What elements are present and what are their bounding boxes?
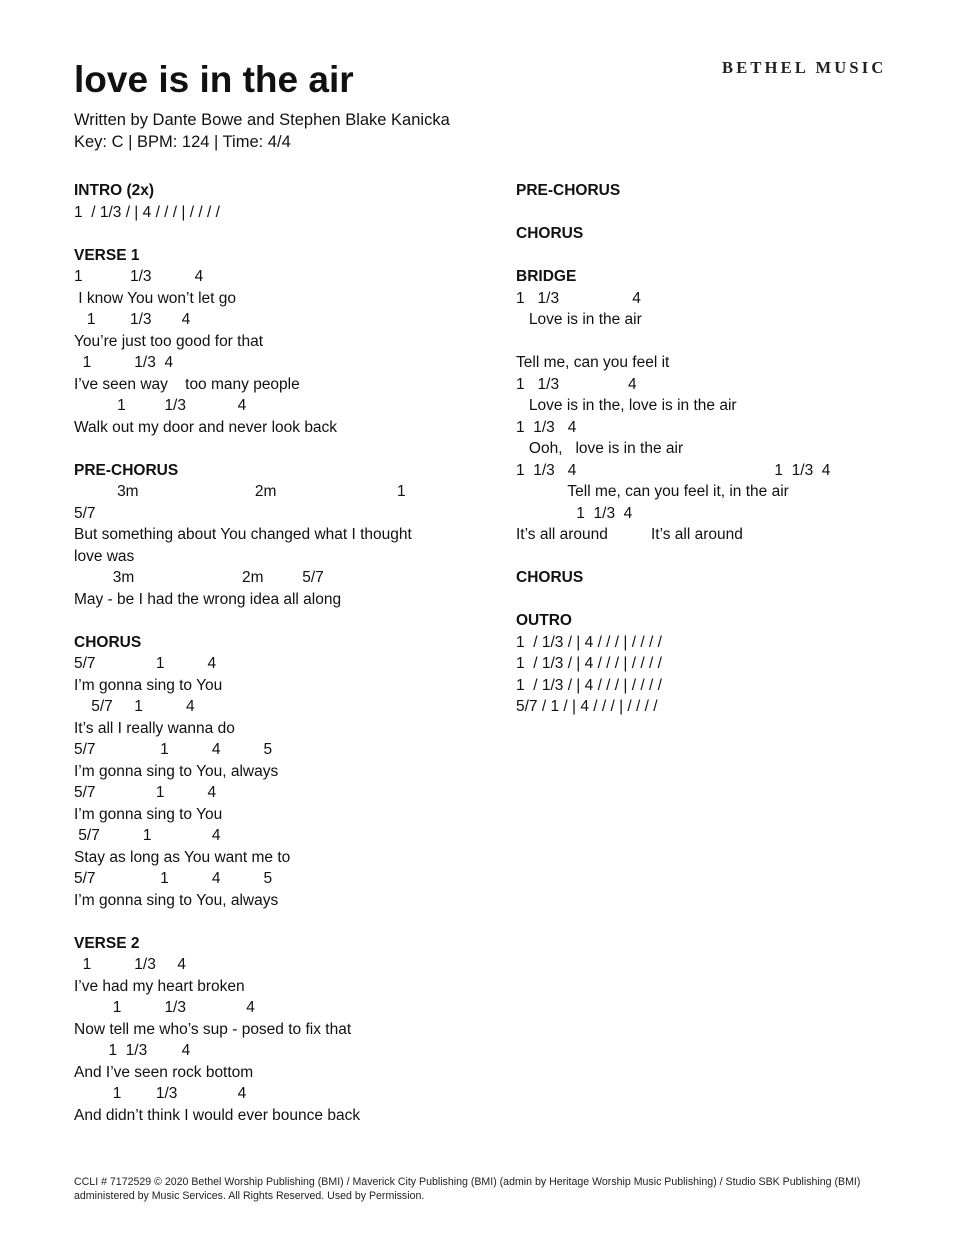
section-heading: INTRO (2x) — [74, 182, 155, 199]
lyric-line: I’m gonna sing to You — [74, 805, 223, 823]
lyric-line: I’m gonna sing to You, always — [74, 891, 279, 909]
lyric-line: I’m gonna sing to You — [74, 676, 223, 694]
chord-line: 3m 2m 1 — [74, 483, 406, 500]
section-heading: OUTRO — [516, 612, 572, 629]
copyright-footer — [74, 1176, 924, 1203]
lyric-line: Stay as long as You want me to — [74, 848, 291, 866]
chord-line: 1 / 1/3 / | 4 / / / | / / / / — [516, 655, 662, 672]
section-heading: VERSE 1 — [74, 246, 140, 264]
lyric-line: But something about You changed what I thought — [74, 526, 412, 543]
section-heading: PRE-CHORUS — [516, 182, 621, 199]
spacer — [516, 546, 936, 568]
spacer — [74, 438, 474, 460]
lyric-line: I’m gonna sing to You, always — [74, 762, 279, 780]
copyright-line-2: administered by Music Services. All Rights Reserved. Used by Permission. — [74, 1189, 425, 1202]
chord-line: 5/7 1 4 5 — [74, 741, 273, 758]
chord-line: 1 1/3 4 — [516, 418, 577, 436]
spacer — [516, 245, 936, 267]
lyric-line: Love is in the, love is in the air — [516, 397, 737, 414]
chord-line: 1 1/3 4 — [516, 375, 637, 393]
chord-line: 1 1/3 4 — [516, 504, 633, 522]
spacer — [516, 589, 936, 611]
lyric-line: Tell me, can you feel it, in the air — [516, 483, 789, 500]
lyric-line: I’ve seen way too many people — [74, 375, 300, 393]
chord-line: 1 1/3 4 — [74, 268, 204, 285]
section-heading: BRIDGE — [516, 268, 577, 285]
chord-line: 1 1/3 4 1 1/3 4 — [516, 461, 831, 479]
lyric-line: It’s all around It’s all around — [516, 526, 743, 543]
chord-line: 1 1/3 4 — [74, 354, 174, 371]
lyric-line: Walk out my door and never look back — [74, 418, 338, 436]
copyright-line-1: CCLI # 7172529 © 2020 Bethel Worship Publishing (BMI) / Maverick City Publishing (BMI) (admin by Heritage Worship Music Publishing) / Studio SBK Publishing (BMI) — [74, 1176, 861, 1188]
lyric-line: It’s all I really wanna do — [74, 719, 235, 737]
chord-line: 5/7 — [74, 504, 96, 522]
chord-line: 1 1/3 4 — [74, 956, 186, 973]
right-column — [516, 180, 936, 718]
section-heading: CHORUS — [516, 225, 584, 242]
lyric-line: Now tell me who’s sup - posed to fix that — [74, 1020, 352, 1038]
spacer — [74, 223, 474, 245]
song-title: love is in the air — [74, 59, 354, 100]
writers-credit: Written by Dante Bowe and Stephen Blake Kanicka — [74, 111, 450, 129]
section-heading: PRE-CHORUS — [74, 461, 179, 479]
chord-line: 1 1/3 4 — [74, 1042, 191, 1059]
publisher-logo: BETHEL MUSIC — [722, 58, 887, 77]
chord-line: 1 1/3 4 — [74, 397, 247, 414]
key-bpm-time: Key: C | BPM: 124 | Time: 4/4 — [74, 133, 291, 151]
left-column — [74, 180, 474, 1126]
lyric-line: And I’ve seen rock bottom — [74, 1063, 254, 1081]
section-heading: CHORUS — [516, 569, 584, 586]
lyric-line: You’re just too good for that — [74, 332, 264, 350]
chord-line: 1 1/3 4 — [74, 999, 255, 1016]
chord-line: 5/7 / 1 / | 4 / / / | / / / / — [516, 698, 658, 715]
spacer — [74, 911, 474, 933]
lyric-line: Love is in the air — [516, 311, 642, 328]
chord-line: 5/7 1 4 — [74, 784, 217, 801]
chord-line: 1 / 1/3 / | 4 / / / | / / / / — [516, 676, 662, 694]
lyric-line: I’ve had my heart broken — [74, 977, 245, 995]
spacer — [516, 202, 936, 224]
section-heading: VERSE 2 — [74, 934, 140, 952]
section-heading: CHORUS — [74, 633, 142, 651]
chord-line: 1 1/3 4 — [74, 311, 191, 328]
chord-line: 5/7 1 4 — [74, 698, 195, 715]
lyric-line: May - be I had the wrong idea all along — [74, 590, 342, 608]
lyric-line: love was — [74, 547, 135, 565]
chord-line: 1 / 1/3 / | 4 / / / | / / / / — [516, 633, 662, 651]
lyric-line: Tell me, can you feel it — [516, 354, 670, 371]
spacer — [74, 610, 474, 632]
chord-line: 3m 2m 5/7 — [74, 569, 324, 586]
chord-line: 5/7 1 4 5 — [74, 870, 273, 887]
chord-line: 1 1/3 4 — [516, 289, 641, 307]
lyric-line: Ooh, love is in the air — [516, 440, 684, 457]
chord-line: 5/7 1 4 — [74, 827, 221, 844]
chord-line: 5/7 1 4 — [74, 655, 217, 672]
chord-line: 1 1/3 4 — [74, 1085, 247, 1102]
chord-line: 1 / 1/3 / | 4 / / / | / / / / — [74, 203, 220, 221]
spacer — [516, 331, 936, 353]
lyric-line: And didn’t think I would ever bounce back — [74, 1106, 361, 1124]
lyric-line: I know You won’t let go — [74, 289, 237, 307]
